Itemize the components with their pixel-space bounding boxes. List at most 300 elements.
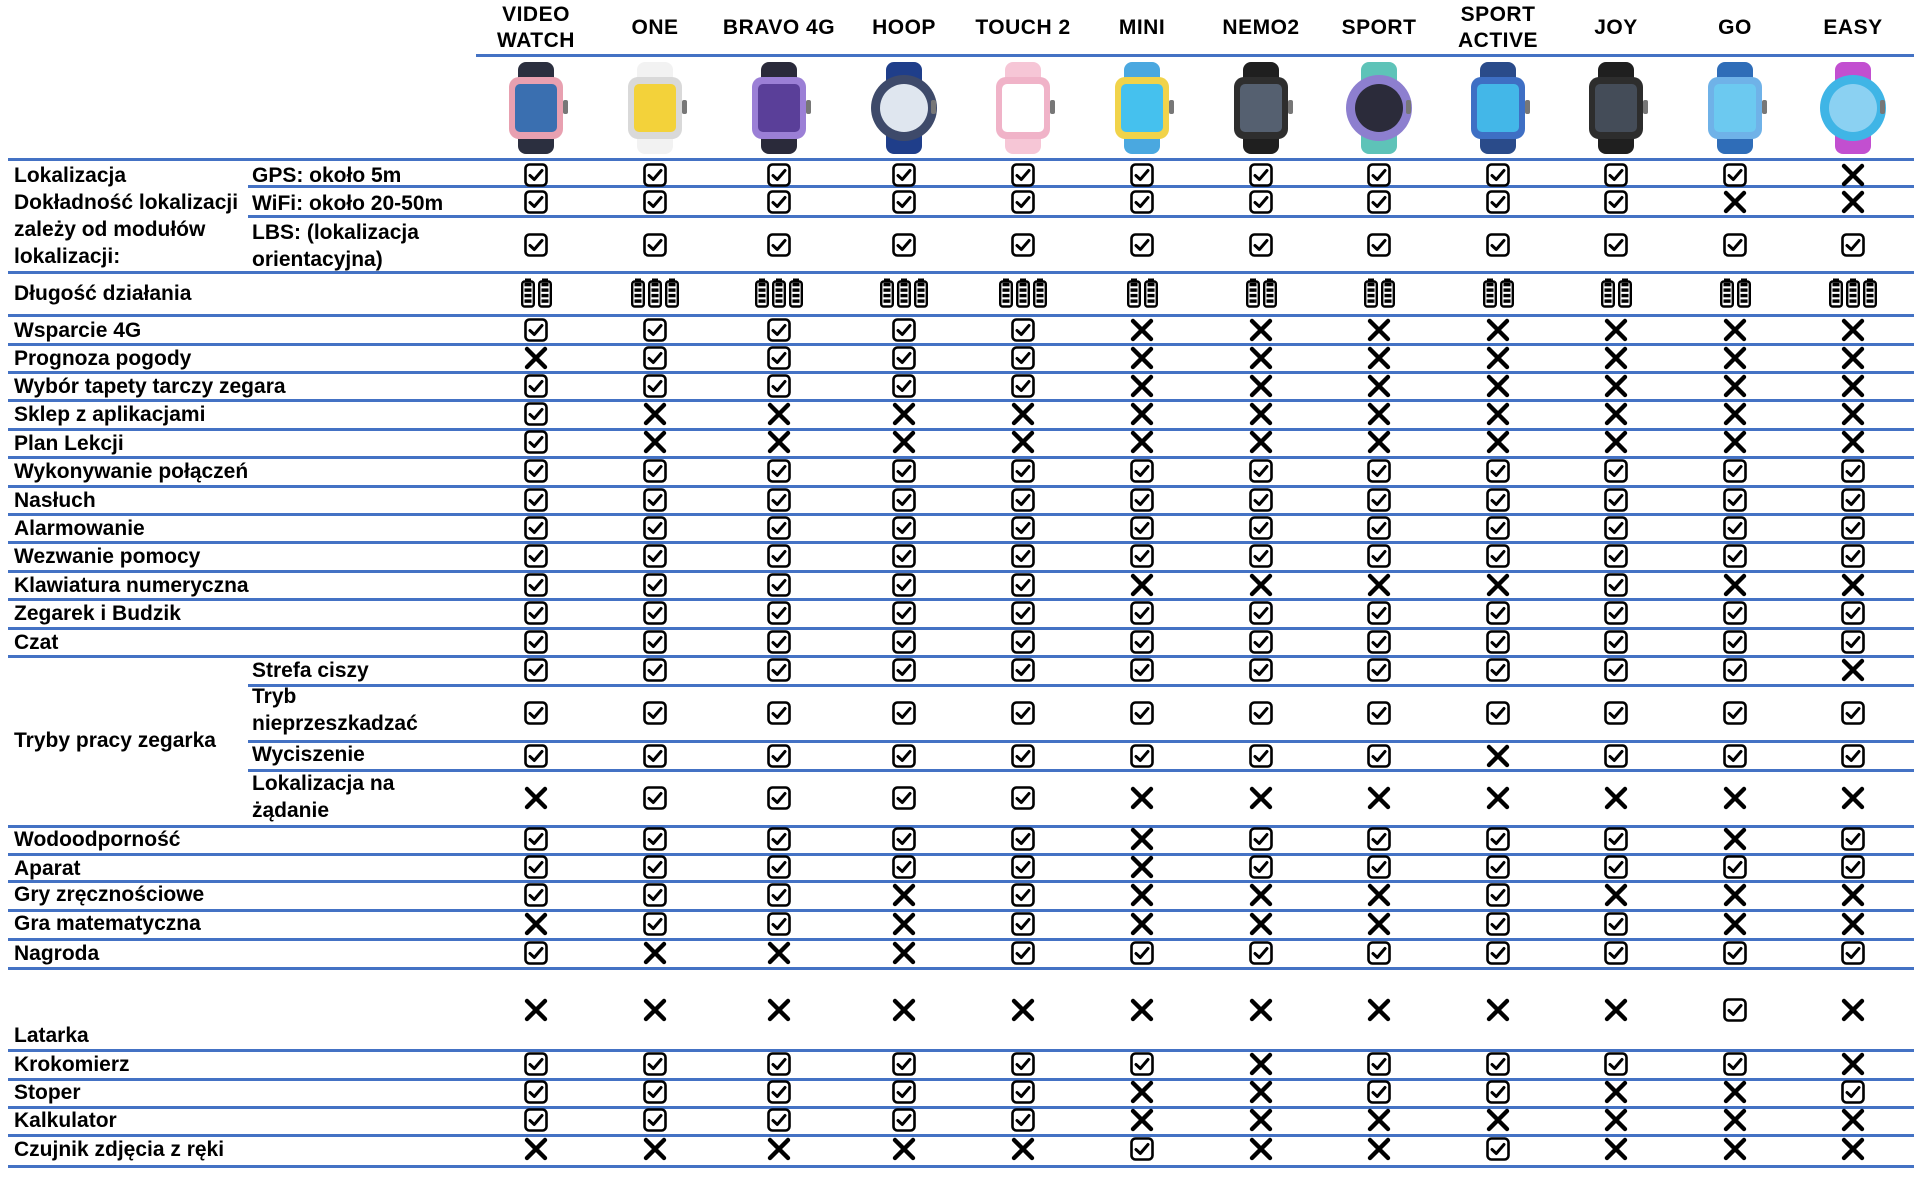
- cross-icon: [1723, 318, 1747, 342]
- cross-icon: [1723, 573, 1747, 597]
- battery-icon: [631, 278, 679, 308]
- cross-icon: [1841, 1108, 1865, 1132]
- cross-icon: [1604, 402, 1628, 426]
- checkbox-checked-icon: [892, 573, 916, 597]
- row-divider: [8, 967, 1914, 970]
- checkbox-checked-icon: [1604, 827, 1628, 851]
- cross-icon: [892, 1137, 916, 1161]
- checkbox-checked-icon: [1249, 544, 1273, 568]
- checkbox-checked-icon: [1011, 786, 1035, 810]
- checkbox-checked-icon: [1011, 163, 1035, 187]
- checkbox-checked-icon: [1604, 544, 1628, 568]
- cross-icon: [1249, 1052, 1273, 1076]
- cross-icon: [1367, 1137, 1391, 1161]
- checkbox-checked-icon: [1723, 658, 1747, 682]
- feature-label: Wezwanie pomocy: [14, 545, 201, 568]
- checkbox-checked-icon: [1011, 573, 1035, 597]
- cross-icon: [1604, 318, 1628, 342]
- checkbox-checked-icon: [1011, 233, 1035, 257]
- cross-icon: [767, 430, 791, 454]
- cross-icon: [1486, 744, 1510, 768]
- checkbox-checked-icon: [1486, 883, 1510, 907]
- cross-icon: [1367, 786, 1391, 810]
- checkbox-checked-icon: [524, 601, 548, 625]
- feature-label: Gra matematyczna: [14, 912, 201, 935]
- cross-icon: [1723, 1108, 1747, 1132]
- checkbox-checked-icon: [1130, 516, 1154, 540]
- checkbox-checked-icon: [1723, 855, 1747, 879]
- cross-icon: [1367, 374, 1391, 398]
- cross-icon: [892, 998, 916, 1022]
- checkbox-checked-icon: [1249, 516, 1273, 540]
- checkbox-checked-icon: [524, 402, 548, 426]
- cross-icon: [643, 998, 667, 1022]
- battery-icon: [521, 278, 552, 308]
- checkbox-checked-icon: [643, 318, 667, 342]
- checkbox-checked-icon: [767, 516, 791, 540]
- feature-label: Krokomierz: [14, 1053, 130, 1076]
- checkbox-checked-icon: [767, 544, 791, 568]
- checkbox-checked-icon: [1130, 190, 1154, 214]
- checkbox-checked-icon: [1604, 488, 1628, 512]
- cross-icon: [643, 941, 667, 965]
- checkbox-checked-icon: [892, 374, 916, 398]
- feature-label: Latarka: [14, 1024, 89, 1047]
- sub-feature-label: WiFi: około 20-50m: [252, 192, 444, 215]
- checkbox-checked-icon: [892, 827, 916, 851]
- cross-icon: [1130, 1080, 1154, 1104]
- checkbox-checked-icon: [1249, 827, 1273, 851]
- battery-icon: [1601, 278, 1632, 308]
- cross-icon: [1486, 318, 1510, 342]
- watch-photo: [856, 60, 952, 156]
- row-divider: [476, 54, 1914, 57]
- checkbox-checked-icon: [892, 630, 916, 654]
- cross-icon: [1130, 1108, 1154, 1132]
- battery-icon: [755, 278, 803, 308]
- row-divider: [248, 769, 1914, 772]
- checkbox-checked-icon: [1011, 941, 1035, 965]
- cross-icon: [1841, 163, 1865, 187]
- model-name: MINI: [1118, 16, 1166, 39]
- checkbox-checked-icon: [524, 883, 548, 907]
- checkbox-checked-icon: [1130, 1137, 1154, 1161]
- cross-icon: [1841, 786, 1865, 810]
- sub-feature-label: Tryb nieprzeszkadzać: [252, 685, 418, 735]
- sub-feature-label: LBS: (lokalizacja orientacyjna): [252, 221, 419, 271]
- checkbox-checked-icon: [1486, 233, 1510, 257]
- checkbox-checked-icon: [767, 912, 791, 936]
- cross-icon: [892, 883, 916, 907]
- checkbox-checked-icon: [1011, 883, 1035, 907]
- checkbox-checked-icon: [1011, 912, 1035, 936]
- cross-icon: [1604, 1137, 1628, 1161]
- cross-icon: [1249, 786, 1273, 810]
- checkbox-checked-icon: [767, 630, 791, 654]
- checkbox-checked-icon: [767, 701, 791, 725]
- checkbox-checked-icon: [643, 658, 667, 682]
- checkbox-checked-icon: [1367, 701, 1391, 725]
- cross-icon: [1367, 318, 1391, 342]
- checkbox-checked-icon: [1604, 163, 1628, 187]
- checkbox-checked-icon: [1841, 544, 1865, 568]
- row-divider: [8, 456, 1914, 459]
- cross-icon: [1367, 1108, 1391, 1132]
- feature-label: Wykonywanie połączeń: [14, 460, 249, 483]
- checkbox-checked-icon: [1604, 701, 1628, 725]
- checkbox-checked-icon: [767, 346, 791, 370]
- cross-icon: [1486, 430, 1510, 454]
- checkbox-checked-icon: [892, 1108, 916, 1132]
- checkbox-checked-icon: [1841, 488, 1865, 512]
- checkbox-checked-icon: [1130, 744, 1154, 768]
- checkbox-checked-icon: [1011, 544, 1035, 568]
- checkbox-checked-icon: [524, 827, 548, 851]
- row-divider: [8, 513, 1914, 516]
- sub-feature-label: Lokalizacja na żądanie: [252, 772, 395, 822]
- cross-icon: [1249, 318, 1273, 342]
- checkbox-checked-icon: [643, 544, 667, 568]
- checkbox-checked-icon: [767, 883, 791, 907]
- cross-icon: [1249, 1137, 1273, 1161]
- checkbox-checked-icon: [1011, 318, 1035, 342]
- row-divider: [8, 485, 1914, 488]
- feature-label: Wsparcie 4G: [14, 319, 142, 342]
- row-divider: [8, 371, 1914, 374]
- checkbox-checked-icon: [767, 1108, 791, 1132]
- group-label: Lokalizacja Dokładność lokalizacji zależy od modułów lokalizacji:: [14, 164, 239, 268]
- checkbox-checked-icon: [1841, 744, 1865, 768]
- checkbox-checked-icon: [643, 601, 667, 625]
- checkbox-checked-icon: [1367, 544, 1391, 568]
- checkbox-checked-icon: [1367, 233, 1391, 257]
- checkbox-checked-icon: [1011, 601, 1035, 625]
- checkbox-checked-icon: [1367, 190, 1391, 214]
- checkbox-checked-icon: [1604, 630, 1628, 654]
- checkbox-checked-icon: [1486, 701, 1510, 725]
- cross-icon: [524, 912, 548, 936]
- checkbox-checked-icon: [524, 544, 548, 568]
- cross-icon: [1249, 883, 1273, 907]
- checkbox-checked-icon: [1011, 855, 1035, 879]
- cross-icon: [1486, 573, 1510, 597]
- checkbox-checked-icon: [1604, 516, 1628, 540]
- checkbox-checked-icon: [1130, 163, 1154, 187]
- row-divider: [8, 853, 1914, 856]
- cross-icon: [1604, 346, 1628, 370]
- checkbox-checked-icon: [524, 488, 548, 512]
- feature-label: Plan Lekcji: [14, 432, 124, 455]
- battery-icon: [1127, 278, 1158, 308]
- checkbox-checked-icon: [1249, 601, 1273, 625]
- checkbox-checked-icon: [643, 786, 667, 810]
- feature-label: Zegarek i Budzik: [14, 602, 181, 625]
- cross-icon: [1130, 573, 1154, 597]
- checkbox-checked-icon: [1367, 630, 1391, 654]
- checkbox-checked-icon: [1367, 658, 1391, 682]
- checkbox-checked-icon: [1486, 601, 1510, 625]
- feature-label: Gry zręcznościowe: [14, 883, 205, 906]
- cross-icon: [1011, 998, 1035, 1022]
- checkbox-checked-icon: [643, 516, 667, 540]
- checkbox-checked-icon: [524, 855, 548, 879]
- cross-icon: [643, 1137, 667, 1161]
- checkbox-checked-icon: [767, 233, 791, 257]
- model-name: SPORT ACTIVE: [1457, 3, 1538, 52]
- checkbox-checked-icon: [892, 346, 916, 370]
- checkbox-checked-icon: [1011, 346, 1035, 370]
- cross-icon: [1249, 998, 1273, 1022]
- watch-photo: [975, 60, 1071, 156]
- checkbox-checked-icon: [1723, 488, 1747, 512]
- checkbox-checked-icon: [1367, 601, 1391, 625]
- cross-icon: [1486, 1108, 1510, 1132]
- checkbox-checked-icon: [1723, 701, 1747, 725]
- row-divider: [8, 1106, 1914, 1109]
- checkbox-checked-icon: [892, 701, 916, 725]
- checkbox-checked-icon: [1723, 163, 1747, 187]
- cross-icon: [524, 998, 548, 1022]
- cross-icon: [1011, 430, 1035, 454]
- checkbox-checked-icon: [767, 744, 791, 768]
- cross-icon: [1367, 998, 1391, 1022]
- checkbox-checked-icon: [767, 855, 791, 879]
- row-divider: [8, 399, 1914, 402]
- checkbox-checked-icon: [1723, 516, 1747, 540]
- cross-icon: [1486, 786, 1510, 810]
- checkbox-checked-icon: [643, 883, 667, 907]
- checkbox-checked-icon: [643, 1108, 667, 1132]
- checkbox-checked-icon: [892, 786, 916, 810]
- checkbox-checked-icon: [767, 374, 791, 398]
- model-name: NEMO2: [1222, 16, 1300, 39]
- cross-icon: [1841, 346, 1865, 370]
- checkbox-checked-icon: [1130, 630, 1154, 654]
- checkbox-checked-icon: [1841, 233, 1865, 257]
- battery-icon: [1720, 278, 1751, 308]
- cross-icon: [1723, 912, 1747, 936]
- checkbox-checked-icon: [1604, 459, 1628, 483]
- feature-label: Klawiatura numeryczna: [14, 574, 249, 597]
- cross-icon: [1841, 573, 1865, 597]
- row-divider: [248, 215, 1914, 218]
- row-divider: [8, 570, 1914, 573]
- cross-icon: [1367, 573, 1391, 597]
- checkbox-checked-icon: [767, 318, 791, 342]
- checkbox-checked-icon: [1249, 233, 1273, 257]
- cross-icon: [643, 402, 667, 426]
- watch-photo: [1094, 60, 1190, 156]
- checkbox-checked-icon: [1249, 488, 1273, 512]
- cross-icon: [524, 786, 548, 810]
- sub-feature-label: Strefa ciszy: [252, 659, 369, 682]
- checkbox-checked-icon: [767, 658, 791, 682]
- checkbox-checked-icon: [1486, 459, 1510, 483]
- checkbox-checked-icon: [1011, 190, 1035, 214]
- checkbox-checked-icon: [1367, 488, 1391, 512]
- checkbox-checked-icon: [1130, 544, 1154, 568]
- row-divider: [8, 1134, 1914, 1137]
- checkbox-checked-icon: [1367, 1080, 1391, 1104]
- cross-icon: [1011, 1137, 1035, 1161]
- cross-icon: [1486, 402, 1510, 426]
- checkbox-checked-icon: [1604, 1052, 1628, 1076]
- cross-icon: [767, 998, 791, 1022]
- checkbox-checked-icon: [892, 488, 916, 512]
- checkbox-checked-icon: [1367, 1052, 1391, 1076]
- checkbox-checked-icon: [1249, 855, 1273, 879]
- cross-icon: [1249, 346, 1273, 370]
- checkbox-checked-icon: [1486, 1052, 1510, 1076]
- watch-photo: [1450, 60, 1546, 156]
- row-divider: [248, 740, 1914, 743]
- checkbox-checked-icon: [767, 1080, 791, 1104]
- checkbox-checked-icon: [892, 163, 916, 187]
- checkbox-checked-icon: [1723, 998, 1747, 1022]
- checkbox-checked-icon: [643, 855, 667, 879]
- feature-label: Wybór tapety tarczy zegara: [14, 375, 286, 398]
- cross-icon: [524, 346, 548, 370]
- checkbox-checked-icon: [643, 163, 667, 187]
- checkbox-checked-icon: [1249, 630, 1273, 654]
- checkbox-checked-icon: [1604, 855, 1628, 879]
- cross-icon: [1249, 374, 1273, 398]
- cross-icon: [1130, 318, 1154, 342]
- checkbox-checked-icon: [1486, 941, 1510, 965]
- checkbox-checked-icon: [1249, 744, 1273, 768]
- checkbox-checked-icon: [1249, 163, 1273, 187]
- sub-feature-label: Wyciszenie: [252, 743, 365, 766]
- cross-icon: [892, 402, 916, 426]
- checkbox-checked-icon: [1723, 1052, 1747, 1076]
- checkbox-checked-icon: [643, 190, 667, 214]
- cross-icon: [1841, 190, 1865, 214]
- cross-icon: [1841, 658, 1865, 682]
- cross-icon: [1367, 346, 1391, 370]
- checkbox-checked-icon: [892, 544, 916, 568]
- checkbox-checked-icon: [1249, 658, 1273, 682]
- battery-icon: [880, 278, 928, 308]
- row-divider: [8, 627, 1914, 630]
- checkbox-checked-icon: [1486, 516, 1510, 540]
- cross-icon: [1367, 912, 1391, 936]
- model-name: ONE: [631, 16, 679, 39]
- row-divider: [8, 343, 1914, 346]
- checkbox-checked-icon: [1723, 544, 1747, 568]
- battery-icon: [1483, 278, 1514, 308]
- model-name: VIDEO WATCH: [497, 3, 575, 52]
- row-divider: [8, 541, 1914, 544]
- cross-icon: [1841, 1052, 1865, 1076]
- checkbox-checked-icon: [1130, 941, 1154, 965]
- checkbox-checked-icon: [1249, 459, 1273, 483]
- checkbox-checked-icon: [524, 233, 548, 257]
- sub-feature-label: GPS: około 5m: [252, 164, 402, 187]
- checkbox-checked-icon: [1723, 601, 1747, 625]
- checkbox-checked-icon: [767, 786, 791, 810]
- checkbox-checked-icon: [1249, 190, 1273, 214]
- checkbox-checked-icon: [1130, 601, 1154, 625]
- cross-icon: [1249, 402, 1273, 426]
- checkbox-checked-icon: [524, 430, 548, 454]
- checkbox-checked-icon: [767, 459, 791, 483]
- cross-icon: [1249, 1080, 1273, 1104]
- cross-icon: [1130, 374, 1154, 398]
- checkbox-checked-icon: [1841, 630, 1865, 654]
- checkbox-checked-icon: [1367, 827, 1391, 851]
- checkbox-checked-icon: [767, 601, 791, 625]
- cross-icon: [1130, 855, 1154, 879]
- battery-icon: [1246, 278, 1277, 308]
- checkbox-checked-icon: [1011, 701, 1035, 725]
- checkbox-checked-icon: [1604, 941, 1628, 965]
- checkbox-checked-icon: [524, 941, 548, 965]
- row-divider: [248, 684, 1914, 687]
- checkbox-checked-icon: [1367, 744, 1391, 768]
- checkbox-checked-icon: [1841, 601, 1865, 625]
- checkbox-checked-icon: [1486, 190, 1510, 214]
- cross-icon: [1723, 402, 1747, 426]
- cross-icon: [1723, 374, 1747, 398]
- row-divider: [8, 314, 1914, 317]
- cross-icon: [1130, 998, 1154, 1022]
- checkbox-checked-icon: [1011, 516, 1035, 540]
- cross-icon: [1367, 430, 1391, 454]
- checkbox-checked-icon: [892, 516, 916, 540]
- checkbox-checked-icon: [892, 1080, 916, 1104]
- checkbox-checked-icon: [1604, 912, 1628, 936]
- checkbox-checked-icon: [643, 630, 667, 654]
- cross-icon: [1841, 883, 1865, 907]
- cross-icon: [524, 1137, 548, 1161]
- checkbox-checked-icon: [892, 744, 916, 768]
- cross-icon: [1486, 346, 1510, 370]
- row-divider: [8, 428, 1914, 431]
- watch-photo: [1805, 60, 1901, 156]
- checkbox-checked-icon: [1011, 488, 1035, 512]
- cross-icon: [1841, 1137, 1865, 1161]
- cross-icon: [1130, 430, 1154, 454]
- checkbox-checked-icon: [1011, 1108, 1035, 1132]
- checkbox-checked-icon: [1486, 912, 1510, 936]
- feature-label: Nagroda: [14, 942, 100, 965]
- watch-photo: [1687, 60, 1783, 156]
- group-label: Tryby pracy zegarka: [14, 729, 216, 752]
- checkbox-checked-icon: [1604, 658, 1628, 682]
- checkbox-checked-icon: [643, 233, 667, 257]
- model-name: HOOP: [872, 16, 936, 39]
- checkbox-checked-icon: [1723, 630, 1747, 654]
- checkbox-checked-icon: [767, 573, 791, 597]
- checkbox-checked-icon: [892, 318, 916, 342]
- checkbox-checked-icon: [643, 1080, 667, 1104]
- checkbox-checked-icon: [1723, 941, 1747, 965]
- model-name: BRAVO 4G: [722, 16, 836, 39]
- checkbox-checked-icon: [767, 163, 791, 187]
- model-name: GO: [1718, 16, 1752, 39]
- row-divider: [8, 1049, 1914, 1052]
- checkbox-checked-icon: [524, 374, 548, 398]
- model-name: TOUCH 2: [975, 16, 1071, 39]
- checkbox-checked-icon: [1486, 630, 1510, 654]
- checkbox-checked-icon: [524, 190, 548, 214]
- watch-photo: [1213, 60, 1309, 156]
- checkbox-checked-icon: [1011, 744, 1035, 768]
- cross-icon: [1249, 430, 1273, 454]
- checkbox-checked-icon: [1367, 516, 1391, 540]
- row-divider: [8, 1078, 1914, 1081]
- feature-label: Kalkulator: [14, 1109, 117, 1132]
